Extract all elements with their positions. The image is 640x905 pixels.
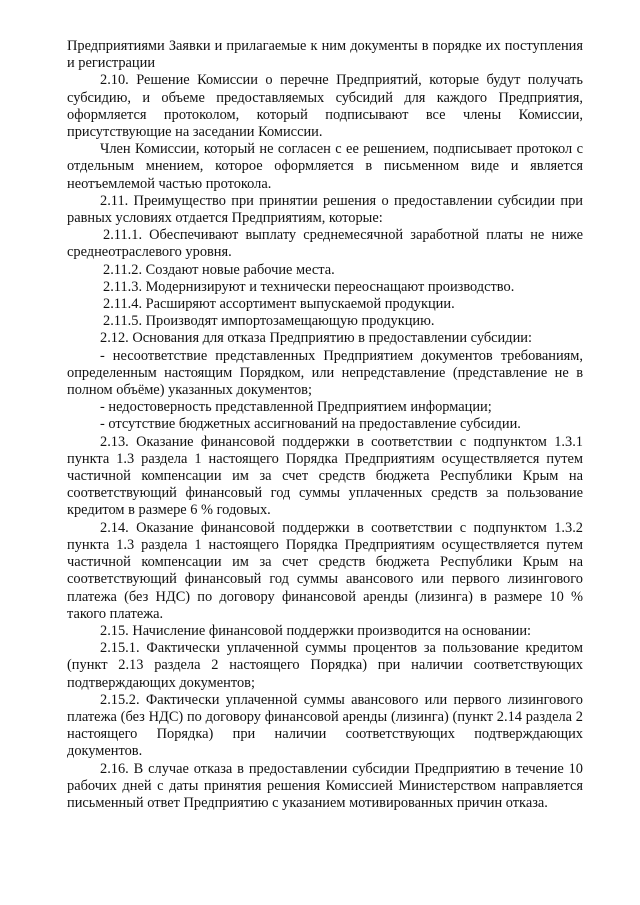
paragraph-2-12: 2.12. Основания для отказа Предприятию в предоставлении субсидии: bbox=[100, 330, 532, 347]
list-item-no-allocations: - отсутствие бюджетных ассигнований на предоставление субсидии. bbox=[100, 416, 521, 433]
paragraph-2-15: 2.15. Начисление финансовой поддержки производится на основании: bbox=[100, 622, 532, 639]
list-item-noncompliance: - несоответствие представленных Предприятием документов требованиям, определенным настоящим Порядком, или непредставление (представление не в полном объёме) указанных документов; bbox=[67, 347, 583, 399]
paragraph-2-11: 2.11. Преимущество при принятии решения о предоставлении субсидии при равных условиях отдается Предприятиям, которые: bbox=[67, 192, 583, 227]
paragraph-2-11-2: 2.11.2. Создают новые рабочие места. bbox=[103, 261, 335, 278]
paragraph-2-11-3: 2.11.3. Модернизируют и технически переоснащают производство. bbox=[103, 278, 515, 295]
paragraph-2-14: 2.14. Оказание финансовой поддержки в соответствии с подпунктом 1.3.2 пункта 1.3 раздела 1 настоящего Порядка Предприятиям осуществляется путем частичной компенсации им за счет средств бюджета Республики Крым на соответствующий финансовый год суммы авансового или первого лизингового платежа (без НДС) по договору финансовой аренды (лизинга) в размере 10 % такого платежа. bbox=[67, 519, 583, 622]
paragraph-dissent: Член Комиссии, который не согласен с ее решением, подписывает протокол с отдельным мнением, которое оформляется в письменном виде и является неотъемлемой частью протокола. bbox=[67, 141, 583, 192]
paragraph-2-10: 2.10. Решение Комиссии о перечне Предприятий, которые будут получать субсидию, и объеме предоставляемых субсидий для каждого Предприятия, оформляется протоколом, который подписывают все члены Комиссии, присутствующие на заседании Комиссии. bbox=[67, 72, 583, 141]
list-item-inaccuracy: - недостоверность представленной Предприятием информации; bbox=[100, 399, 492, 416]
paragraph-2-11-5: 2.11.5. Производят импортозамещающую продукцию. bbox=[103, 313, 435, 330]
paragraph-2-11-4: 2.11.4. Расширяют ассортимент выпускаемой продукции. bbox=[103, 296, 455, 313]
paragraph-2-13: 2.13. Оказание финансовой поддержки в соответствии с подпунктом 1.3.1 пункта 1.3 раздела 1 настоящего Порядка Предприятиям осуществляется путем частичной компенсации им за счет средств бюджета Республики Крым на соответствующий финансовый год суммы уплаченных средств за пользование кредитом в размере 6 % годовых. bbox=[67, 433, 583, 519]
paragraph-continuation: Предприятиями Заявки и прилагаемые к ним документы в порядке их поступления и регистрации bbox=[67, 38, 583, 72]
document-page bbox=[67, 38, 583, 812]
paragraph-2-11-1: 2.11.1. Обеспечивают выплату среднемесячной заработной платы не ниже среднеотраслевого уровня. bbox=[67, 227, 583, 261]
paragraph-2-15-2: 2.15.2. Фактически уплаченной суммы авансового или первого лизингового платежа (без НДС) по договору финансовой аренды (лизинга) (пункт 2.14 раздела 2 настоящего Порядка) при наличии соответствующих подтверждающих документов. bbox=[67, 691, 583, 760]
paragraph-2-15-1: 2.15.1. Фактически уплаченной суммы процентов за пользование кредитом (пункт 2.13 раздела 2 настоящего Порядка) при наличии соответствующих подтверждающих документов; bbox=[67, 640, 583, 691]
paragraph-2-16: 2.16. В случае отказа в предоставлении субсидии Предприятию в течение 10 рабочих дней с даты принятия решения Комиссией Министерством направляется письменный ответ Предприятию с указанием мотивированных причин отказа. bbox=[67, 760, 583, 811]
